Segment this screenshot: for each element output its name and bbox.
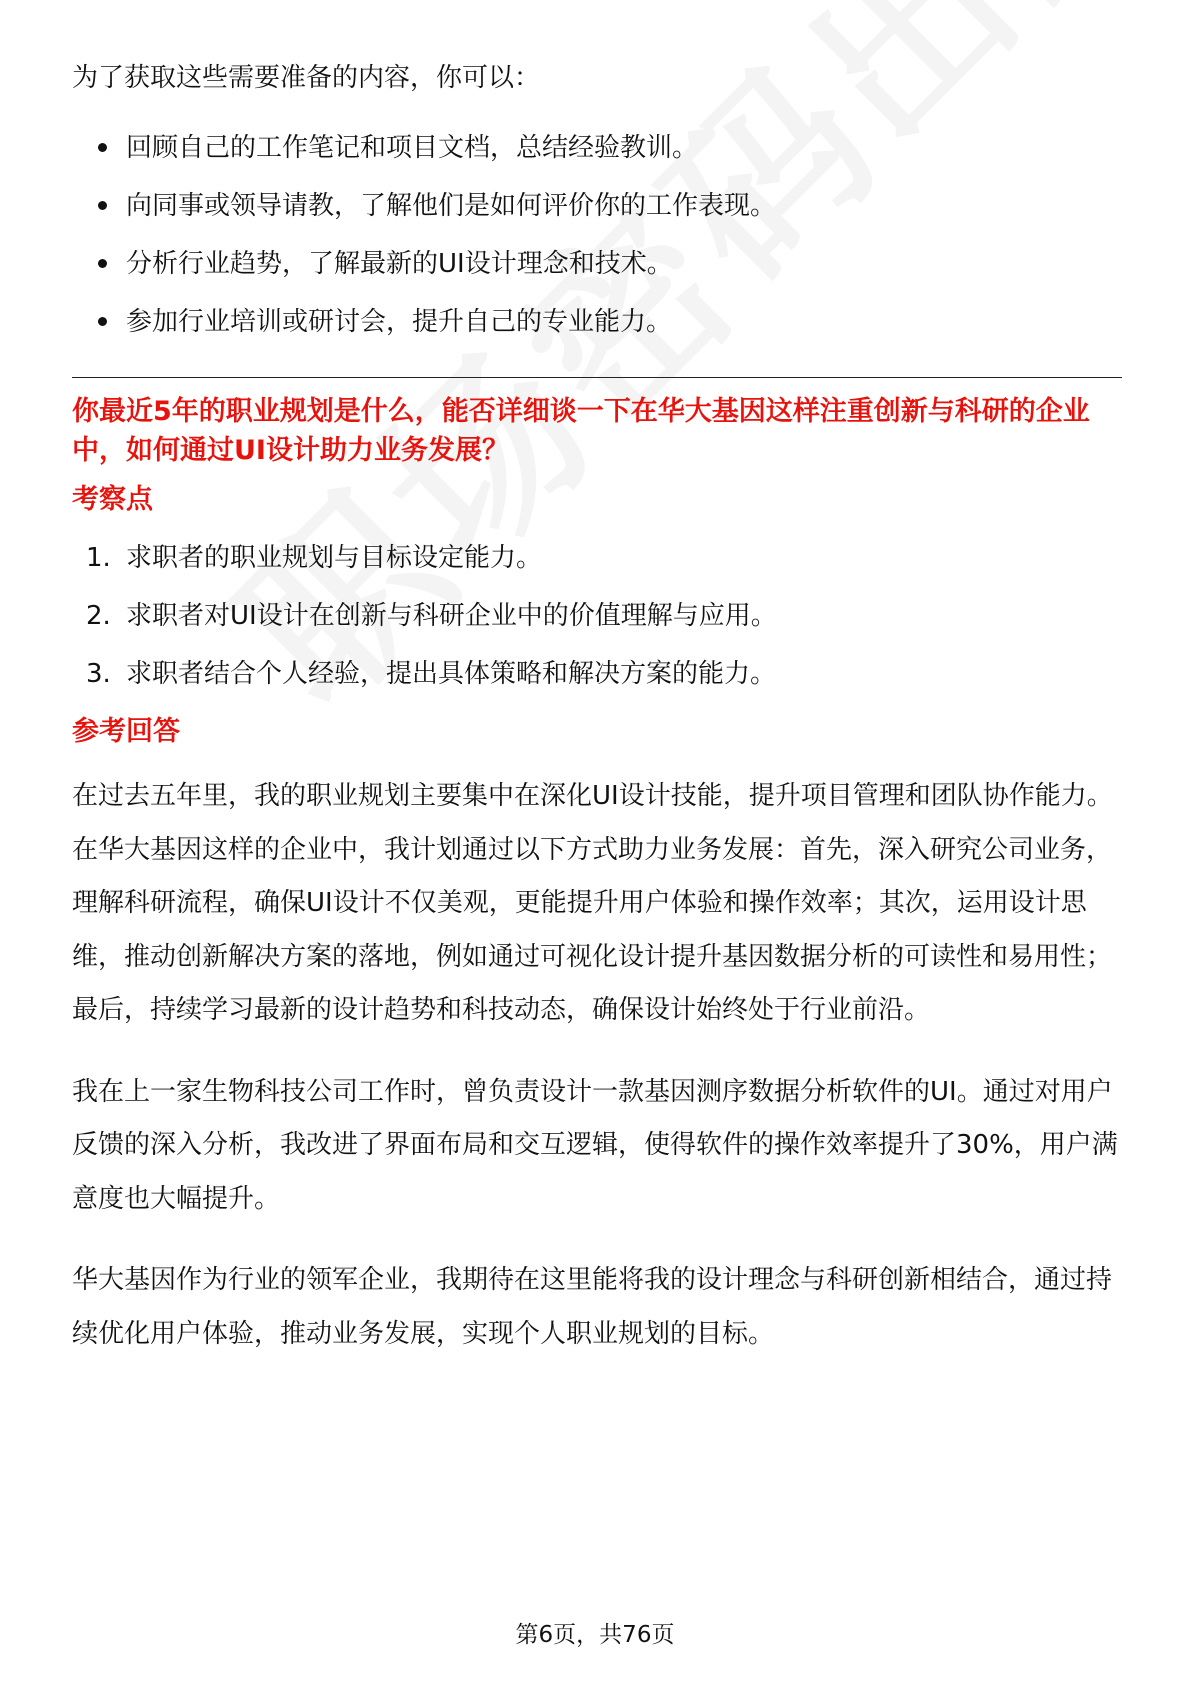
list-item-text: 求职者的职业规划与目标设定能力。 [126, 543, 543, 573]
assessment-list [72, 538, 1122, 694]
section-divider [72, 377, 1122, 378]
list-item [72, 186, 1122, 226]
preparation-list [72, 128, 1122, 342]
answer-paragraph: 华大基因作为行业的领军企业，我期待在这里能将我的设计理念与科研创新相结合，通过持续优化用户体验，推动业务发展，实现个人职业规划的目标。 [72, 1265, 1113, 1349]
answer-paragraph: 我在上一家生物科技公司工作时，曾负责设计一款基因测序数据分析软件的UI。通过对用户反馈的深入分析，我改进了界面布局和交互逻辑，使得软件的操作效率提升了30%，用户满意度也大幅提升。 [72, 1076, 1118, 1214]
list-item [72, 128, 1122, 168]
list-item-text: 求职者结合个人经验，提出具体策略和解决方案的能力。 [126, 659, 777, 689]
bullet-icon [98, 143, 107, 152]
list-number: 3. [86, 659, 111, 689]
list-number: 2. [86, 601, 111, 631]
intro-text: 为了获取这些需要准备的内容，你可以： [72, 63, 541, 93]
list-item [72, 244, 1122, 284]
page-number: 第6页，共76页 [515, 1622, 675, 1648]
list-item [72, 538, 1122, 578]
list-item [72, 596, 1122, 636]
list-item [72, 654, 1122, 694]
assessment-heading: 考察点 [72, 484, 153, 515]
answer-heading: 参考回答 [72, 716, 180, 747]
bullet-icon [98, 259, 107, 268]
list-number: 1. [86, 543, 111, 573]
interview-question: 你最近5年的职业规划是什么，能否详细谈一下在华大基因这样注重创新与科研的企业中，如何通过UI设计助力业务发展？ [72, 396, 1090, 466]
list-item [72, 302, 1122, 342]
list-item-text: 求职者对UI设计在创新与科研企业中的价值理解与应用。 [126, 601, 777, 631]
list-item-text: 回顾自己的工作笔记和项目文档，总结经验教训。 [126, 133, 699, 163]
answer-paragraph: 在过去五年里，我的职业规划主要集中在深化UI设计技能，提升项目管理和团队协作能力。在华大基因这样的企业中，我计划通过以下方式助力业务发展：首先，深入研究公司业务，理解科研流程，确保UI设计不仅美观，更能提升用户体验和操作效率；其次，运用设计思维，推动创新解决方案的落地，例如通过可视化设计提升基因数据分析的可读性和易用性；最后，持续学习最新的设计趋势和科技动态，确保设计始终处于行业前沿。 [72, 781, 1113, 1025]
bullet-icon [98, 317, 107, 326]
bullet-icon [98, 201, 107, 210]
page-content [72, 58, 1122, 1389]
list-item-text: 参加行业培训或研讨会，提升自己的专业能力。 [126, 307, 673, 337]
list-item-text: 向同事或领导请教，了解他们是如何评价你的工作表现。 [126, 191, 777, 221]
list-item-text: 分析行业趋势，了解最新的UI设计理念和技术。 [126, 249, 673, 279]
